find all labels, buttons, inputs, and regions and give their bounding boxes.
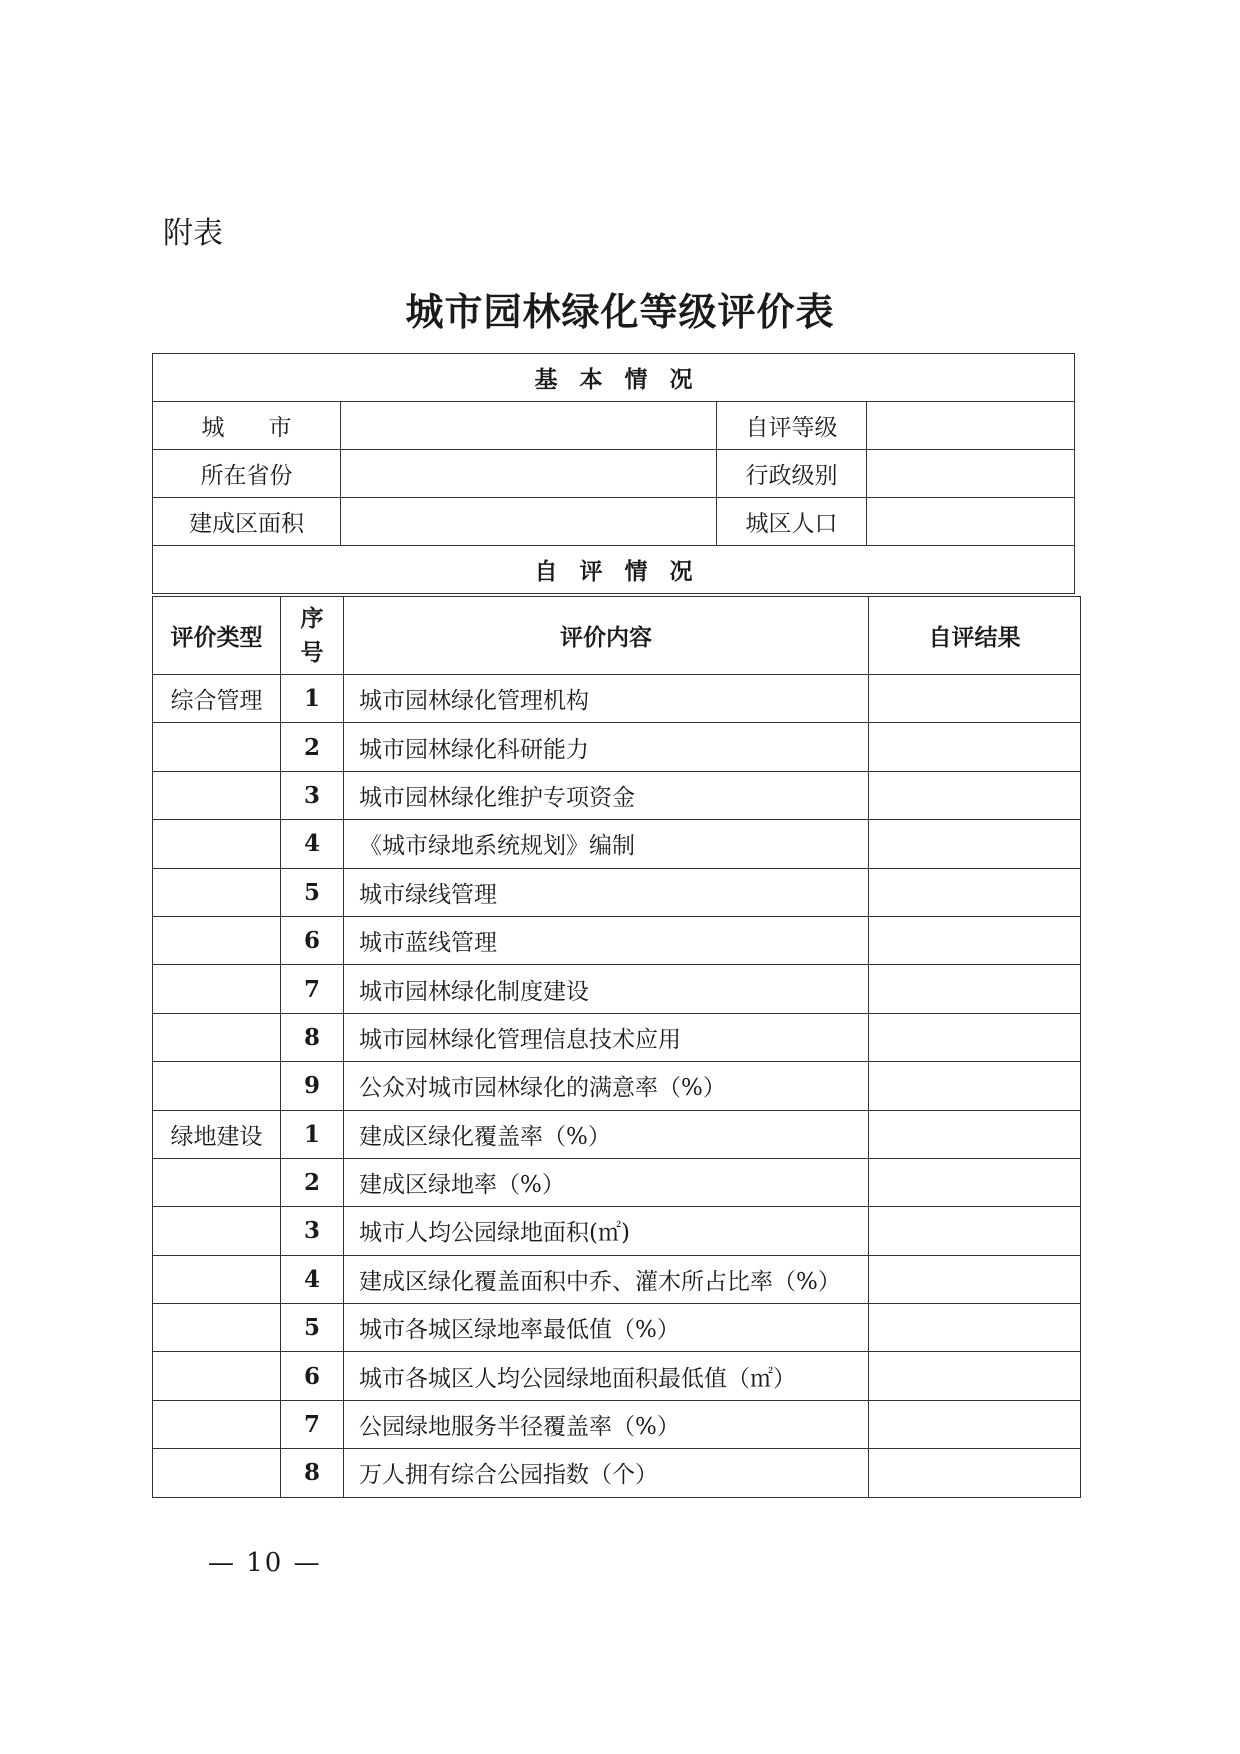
table-row <box>153 1304 1081 1352</box>
row-type <box>153 820 281 868</box>
row-type <box>153 1013 281 1061</box>
basic-row <box>153 498 1075 546</box>
basic-row <box>153 402 1075 450</box>
col-header-type: 评价类型 <box>153 597 281 675</box>
table-row <box>153 1207 1081 1255</box>
table-row <box>153 1013 1081 1061</box>
row-result[interactable] <box>869 1449 1081 1497</box>
row-type <box>153 1400 281 1448</box>
row-type <box>153 1304 281 1352</box>
row-content: 城市园林绿化管理信息技术应用 <box>344 1013 869 1061</box>
row-content: 万人拥有综合公园指数（个） <box>344 1449 869 1497</box>
row-type <box>153 868 281 916</box>
table-row <box>153 1110 1081 1158</box>
annex-label: 附表 <box>163 216 223 251</box>
row-seq: 7 <box>281 1400 344 1448</box>
row-content: 城市蓝线管理 <box>344 916 869 964</box>
label-province: 所在省份 <box>153 450 341 498</box>
row-content: 建成区绿化覆盖面积中乔、灌木所占比率（%） <box>344 1255 869 1303</box>
row-result[interactable] <box>869 1062 1081 1110</box>
basic-section-heading: 基本情况 <box>153 354 1075 402</box>
col-header-seq-line2: 号 <box>300 638 324 666</box>
value-built-area[interactable] <box>341 498 717 546</box>
row-result[interactable] <box>869 723 1081 771</box>
row-result[interactable] <box>869 965 1081 1013</box>
row-content: 城市各城区人均公园绿地面积最低值（㎡） <box>344 1352 869 1400</box>
row-seq: 5 <box>281 1304 344 1352</box>
value-province[interactable] <box>341 450 717 498</box>
table-row <box>153 868 1081 916</box>
col-header-seq-line1: 序 <box>300 604 324 632</box>
row-type <box>153 1255 281 1303</box>
row-content: 城市各城区绿地率最低值（%） <box>344 1304 869 1352</box>
row-content: 公园绿地服务半径覆盖率（%） <box>344 1400 869 1448</box>
row-result[interactable] <box>869 1400 1081 1448</box>
row-content: 城市园林绿化维护专项资金 <box>344 771 869 819</box>
row-result[interactable] <box>869 1158 1081 1206</box>
row-seq: 3 <box>281 771 344 819</box>
label-city: 城市 <box>153 402 341 450</box>
col-header-result: 自评结果 <box>869 597 1081 675</box>
row-seq: 6 <box>281 916 344 964</box>
row-seq: 8 <box>281 1449 344 1497</box>
row-seq: 4 <box>281 1255 344 1303</box>
label-built-area: 建成区面积 <box>153 498 341 546</box>
row-result[interactable] <box>869 916 1081 964</box>
table-row <box>153 723 1081 771</box>
row-type <box>153 1352 281 1400</box>
row-result[interactable] <box>869 675 1081 723</box>
row-result[interactable] <box>869 1207 1081 1255</box>
label-self-rating-level: 自评等级 <box>717 402 867 450</box>
table-row <box>153 675 1081 723</box>
row-seq: 6 <box>281 1352 344 1400</box>
row-type <box>153 1158 281 1206</box>
col-header-content: 评价内容 <box>344 597 869 675</box>
row-result[interactable] <box>869 1304 1081 1352</box>
row-type <box>153 1062 281 1110</box>
col-header-seq <box>281 597 344 675</box>
row-type <box>153 965 281 1013</box>
row-seq: 5 <box>281 868 344 916</box>
row-content: 城市园林绿化管理机构 <box>344 675 869 723</box>
table-row <box>153 1255 1081 1303</box>
row-type: 综合管理 <box>153 675 281 723</box>
evaluation-table <box>152 596 1081 1498</box>
row-result[interactable] <box>869 1255 1081 1303</box>
row-seq: 2 <box>281 1158 344 1206</box>
eval-section-heading: 自评情况 <box>153 546 1075 594</box>
table-row <box>153 1352 1081 1400</box>
value-self-rating-level[interactable] <box>867 402 1075 450</box>
row-result[interactable] <box>869 1013 1081 1061</box>
row-type: 绿地建设 <box>153 1110 281 1158</box>
row-result[interactable] <box>869 868 1081 916</box>
row-seq: 9 <box>281 1062 344 1110</box>
row-content: 城市园林绿化科研能力 <box>344 723 869 771</box>
row-result[interactable] <box>869 771 1081 819</box>
page-title: 城市园林绿化等级评价表 <box>405 289 835 334</box>
row-type <box>153 771 281 819</box>
row-seq: 8 <box>281 1013 344 1061</box>
column-header-row <box>153 597 1081 675</box>
row-seq: 4 <box>281 820 344 868</box>
value-admin-level[interactable] <box>867 450 1075 498</box>
row-result[interactable] <box>869 820 1081 868</box>
table-row <box>153 916 1081 964</box>
row-content: 《城市绿地系统规划》编制 <box>344 820 869 868</box>
row-content: 建成区绿化覆盖率（%） <box>344 1110 869 1158</box>
table-row <box>153 965 1081 1013</box>
row-content: 城市园林绿化制度建设 <box>344 965 869 1013</box>
row-type <box>153 916 281 964</box>
row-type <box>153 1449 281 1497</box>
row-seq: 1 <box>281 675 344 723</box>
row-content: 公众对城市园林绿化的满意率（%） <box>344 1062 869 1110</box>
row-result[interactable] <box>869 1110 1081 1158</box>
label-urban-population: 城区人口 <box>717 498 867 546</box>
row-seq: 3 <box>281 1207 344 1255</box>
row-seq: 7 <box>281 965 344 1013</box>
basic-row <box>153 450 1075 498</box>
page-number: — 10 — <box>208 1548 322 1578</box>
row-type <box>153 723 281 771</box>
value-city[interactable] <box>341 402 717 450</box>
row-content: 建成区绿地率（%） <box>344 1158 869 1206</box>
row-seq: 1 <box>281 1110 344 1158</box>
row-content: 城市人均公园绿地面积(㎡) <box>344 1207 869 1255</box>
table-row <box>153 771 1081 819</box>
table-row <box>153 1062 1081 1110</box>
table-row <box>153 1158 1081 1206</box>
row-content: 城市绿线管理 <box>344 868 869 916</box>
table-row <box>153 820 1081 868</box>
row-seq: 2 <box>281 723 344 771</box>
table-row <box>153 1400 1081 1448</box>
row-type <box>153 1207 281 1255</box>
value-urban-population[interactable] <box>867 498 1075 546</box>
table-row <box>153 1449 1081 1497</box>
basic-info-table <box>152 353 1075 594</box>
label-admin-level: 行政级别 <box>717 450 867 498</box>
row-result[interactable] <box>869 1352 1081 1400</box>
